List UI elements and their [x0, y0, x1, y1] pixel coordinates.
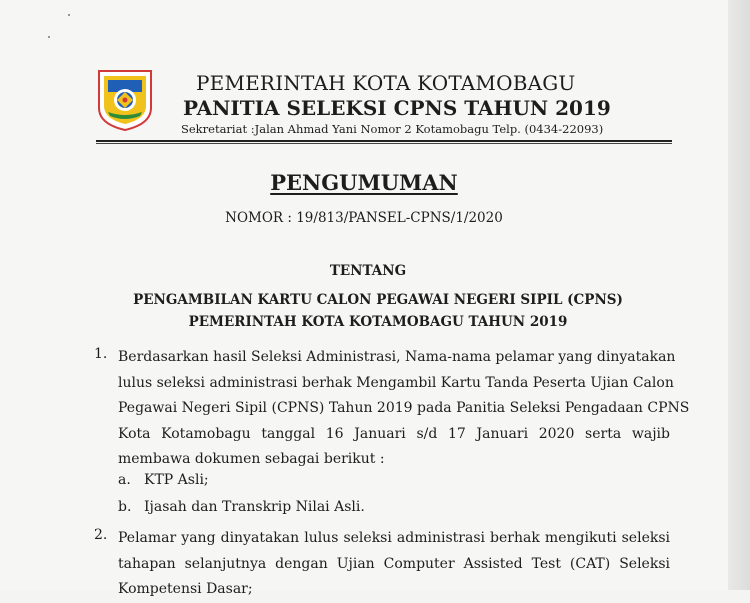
city-emblem-icon [96, 68, 154, 132]
government-name: PEMERINTAH KOTA KOTAMOBAGU [196, 71, 576, 95]
paper-speck [48, 36, 50, 38]
paragraph-line: Kompetensi Dasar; [118, 581, 253, 597]
paragraph-line: Pegawai Negeri Sipil (CPNS) Tahun 2019 pada Panitia Seleksi Pengadaan CPNS [118, 400, 690, 416]
about-heading: TENTANG [329, 263, 407, 279]
paragraph-line: lulus seleksi administrasi berhak Mengambil Kartu Tanda Peserta Ujian Calon [118, 374, 674, 391]
subject-line-2: PEMERINTAH KOTA KOTAMOBAGU TAHUN 2019 [188, 314, 568, 330]
sub-item-letter: b. [118, 499, 132, 515]
paragraph-line: Berdasarkan hasil Seleksi Administrasi, Nama-nama pelamar yang dinyatakan [118, 349, 676, 365]
announcement-number: NOMOR : 19/813/PANSEL-CPNS/1/2020 [225, 210, 503, 226]
paragraph-line: Pelamar yang dinyatakan lulus seleksi administrasi berhak mengikuti seleksi [118, 530, 670, 546]
sub-item [118, 472, 209, 488]
item-2-paragraph [118, 526, 670, 603]
sub-item-letter: a. [118, 472, 131, 488]
sub-item-text: Ijasah dan Transkrip Nilai Asli. [144, 499, 365, 515]
paragraph-line: tahapan selanjutnya dengan Ujian Computer Assisted Test (CAT) Seleksi [118, 555, 670, 572]
subject-line-1: PENGAMBILAN KARTU CALON PEGAWAI NEGERI SIPIL (CPNS) [133, 292, 623, 308]
announcement-title-text: PENGUMUMAN [270, 170, 458, 195]
sub-item [118, 499, 365, 515]
paragraph-line: Kota Kotamobagu tanggal 16 Januari s/d 17 Januari 2020 serta wajib [118, 425, 670, 442]
item-number: 2. [94, 527, 108, 543]
letterhead-rule [96, 140, 672, 142]
letterhead-rule-thin [96, 143, 672, 144]
committee-name: PANITIA SELEKSI CPNS TAHUN 2019 [183, 96, 611, 120]
page-edge-shadow [728, 0, 750, 590]
paper-speck [68, 14, 70, 16]
paragraph-line: membawa dokumen sebagai berikut : [118, 451, 385, 467]
sub-item-text: KTP Asli; [144, 472, 209, 488]
secretariat-address: Sekretariat :Jalan Ahmad Yani Nomor 2 Kotamobagu Telp. (0434-22093) [181, 122, 604, 136]
announcement-title [0, 170, 728, 195]
item-number: 1. [94, 346, 108, 362]
item-1-paragraph [118, 345, 690, 473]
